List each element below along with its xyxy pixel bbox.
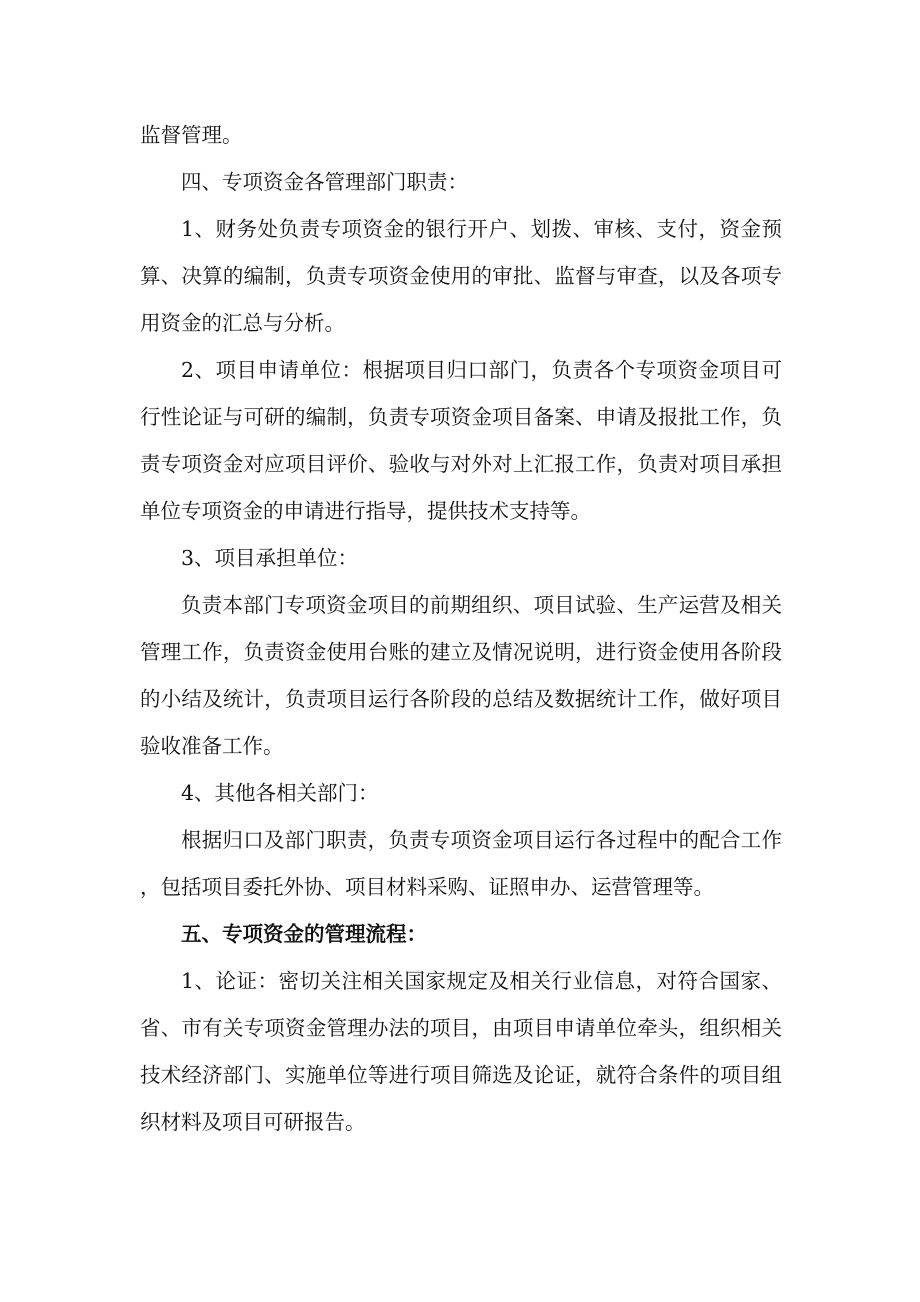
paragraph-demonstration: 1、论证：密切关注相关国家规定及相关行业信息，对符合国家、省、市有关专项资金管理办法的项目，由项目申请单位牵头，组织相关技术经济部门、实施单位等进行项目筛选及论证，就符合条件的项目组织材料及项目可研报告。 — [140, 969, 782, 1134]
paragraph-continuation: 监督管理。 — [140, 123, 243, 147]
document-body — [140, 112, 782, 1146]
paragraph-applicant-duties: 2、项目申请单位：根据项目归口部门，负责各个专项资金项目可行性论证与可研的编制，负责专项资金项目备案、申请及报批工作，负责专项资金对应项目评价、验收与对外对上汇报工作，负责对项目承担单位专项资金的申请进行指导，提供技术支持等。 — [140, 358, 782, 523]
subheading-other-departments: 4、其他各相关部门： — [181, 781, 379, 805]
section-heading-four: 四、专项资金各管理部门职责： — [181, 170, 468, 194]
subheading-undertaking-unit: 3、项目承担单位： — [181, 546, 359, 570]
paragraph-undertaking-duties: 负责本部门专项资金项目的前期组织、项目试验、生产运营及相关管理工作，负责资金使用台账的建立及情况说明，进行资金使用各阶段的小结及统计，负责项目运行各阶段的总结及数据统计工作，做好项目验收准备工作。 — [140, 593, 782, 758]
paragraph-other-duties: 根据归口及部门职责，负责专项资金项目运行各过程中的配合工作，包括项目委托外协、项目材料采购、证照申办、运营管理等。 — [140, 828, 782, 899]
section-heading-five: 五、专项资金的管理流程： — [181, 922, 427, 946]
paragraph-finance-duties: 1、财务处负责专项资金的银行开户、划拨、审核、支付，资金预算、决算的编制，负责专项资金使用的审批、监督与审查，以及各项专用资金的汇总与分析。 — [140, 217, 782, 335]
